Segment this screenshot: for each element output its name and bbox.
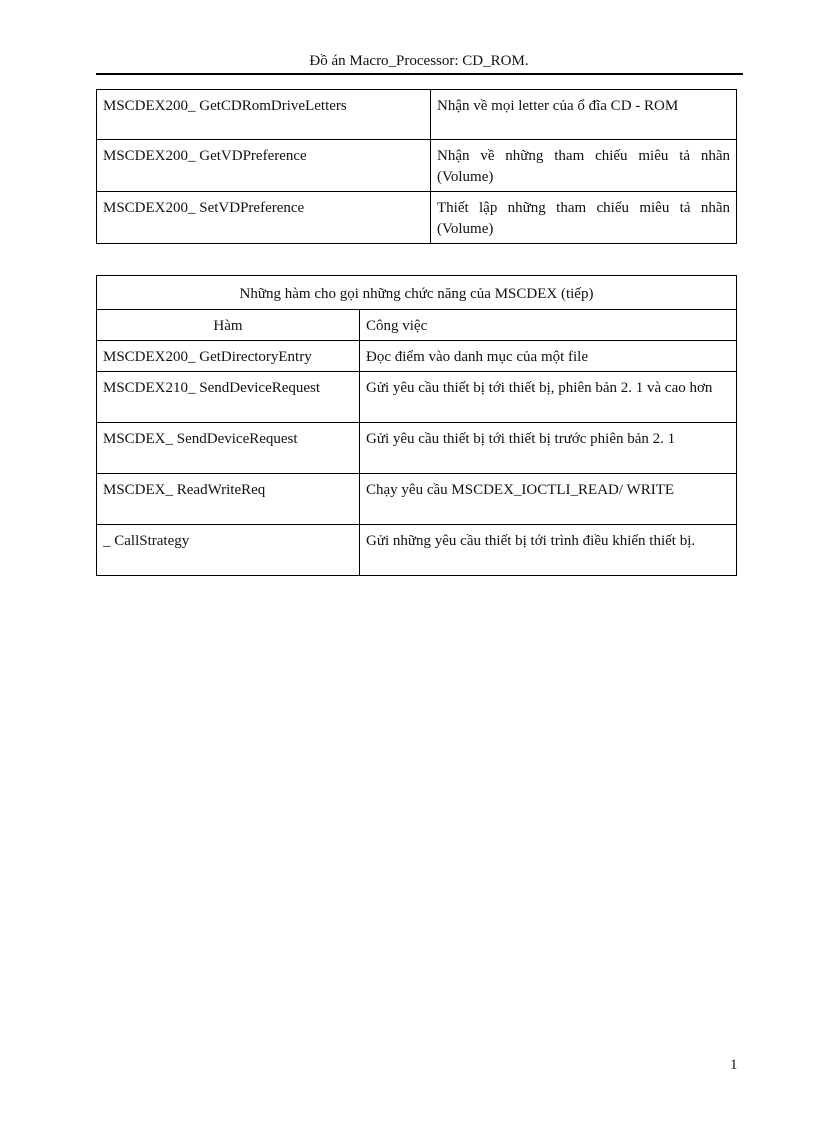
function-name-cell: MSCDEX_ ReadWriteReq xyxy=(97,474,360,525)
column-header-task: Công việc xyxy=(360,310,737,341)
function-name-cell: _ CallStrategy xyxy=(97,525,360,576)
function-desc-cell: Đọc điểm vào danh mục của một file xyxy=(360,341,737,372)
table-row xyxy=(97,90,737,140)
function-desc-cell: Gửi yêu cầu thiết bị tới thiết bị trước phiên bản 2. 1 xyxy=(360,423,737,474)
table-row xyxy=(97,192,737,244)
table-caption-row xyxy=(97,276,737,310)
table-row xyxy=(97,474,737,525)
table-caption: Những hàm cho gọi những chức năng của MSCDEX (tiếp) xyxy=(97,276,737,310)
function-desc-cell: Gửi những yêu cầu thiết bị tới trình điều khiển thiết bị. xyxy=(360,525,737,576)
function-desc-cell: Gửi yêu cầu thiết bị tới thiết bị, phiên bản 2. 1 và cao hơn xyxy=(360,372,737,423)
function-name-cell: MSCDEX210_ SendDeviceRequest xyxy=(97,372,360,423)
function-name-cell: MSCDEX200_ GetDirectoryEntry xyxy=(97,341,360,372)
header-rule xyxy=(96,73,743,75)
function-name-cell: MSCDEX200_ GetVDPreference xyxy=(97,140,431,192)
function-name-cell: MSCDEX_ SendDeviceRequest xyxy=(97,423,360,474)
function-name-cell: MSCDEX200_ GetCDRomDriveLetters xyxy=(97,90,431,140)
table-header-row xyxy=(97,310,737,341)
table-row xyxy=(97,341,737,372)
mscdex-functions-table xyxy=(96,275,737,576)
table-row xyxy=(97,140,737,192)
page-number: 1 xyxy=(730,1057,738,1073)
column-header-function: Hàm xyxy=(97,310,360,341)
functions-table-continued xyxy=(96,89,737,244)
table-row xyxy=(97,423,737,474)
function-desc-cell: Nhận về những tham chiếu miêu tả nhãn (Volume) xyxy=(431,140,737,192)
function-name-cell: MSCDEX200_ SetVDPreference xyxy=(97,192,431,244)
page-header: Đồ án Macro_Processor: CD_ROM. xyxy=(309,53,529,69)
function-desc-cell: Thiết lập những tham chiếu miêu tả nhãn (Volume) xyxy=(431,192,737,244)
table-row xyxy=(97,525,737,576)
function-desc-cell: Nhận về mọi letter của ổ đĩa CD - ROM xyxy=(431,90,737,140)
table-row xyxy=(97,372,737,423)
function-desc-cell: Chạy yêu cầu MSCDEX_IOCTLI_READ/ WRITE xyxy=(360,474,737,525)
